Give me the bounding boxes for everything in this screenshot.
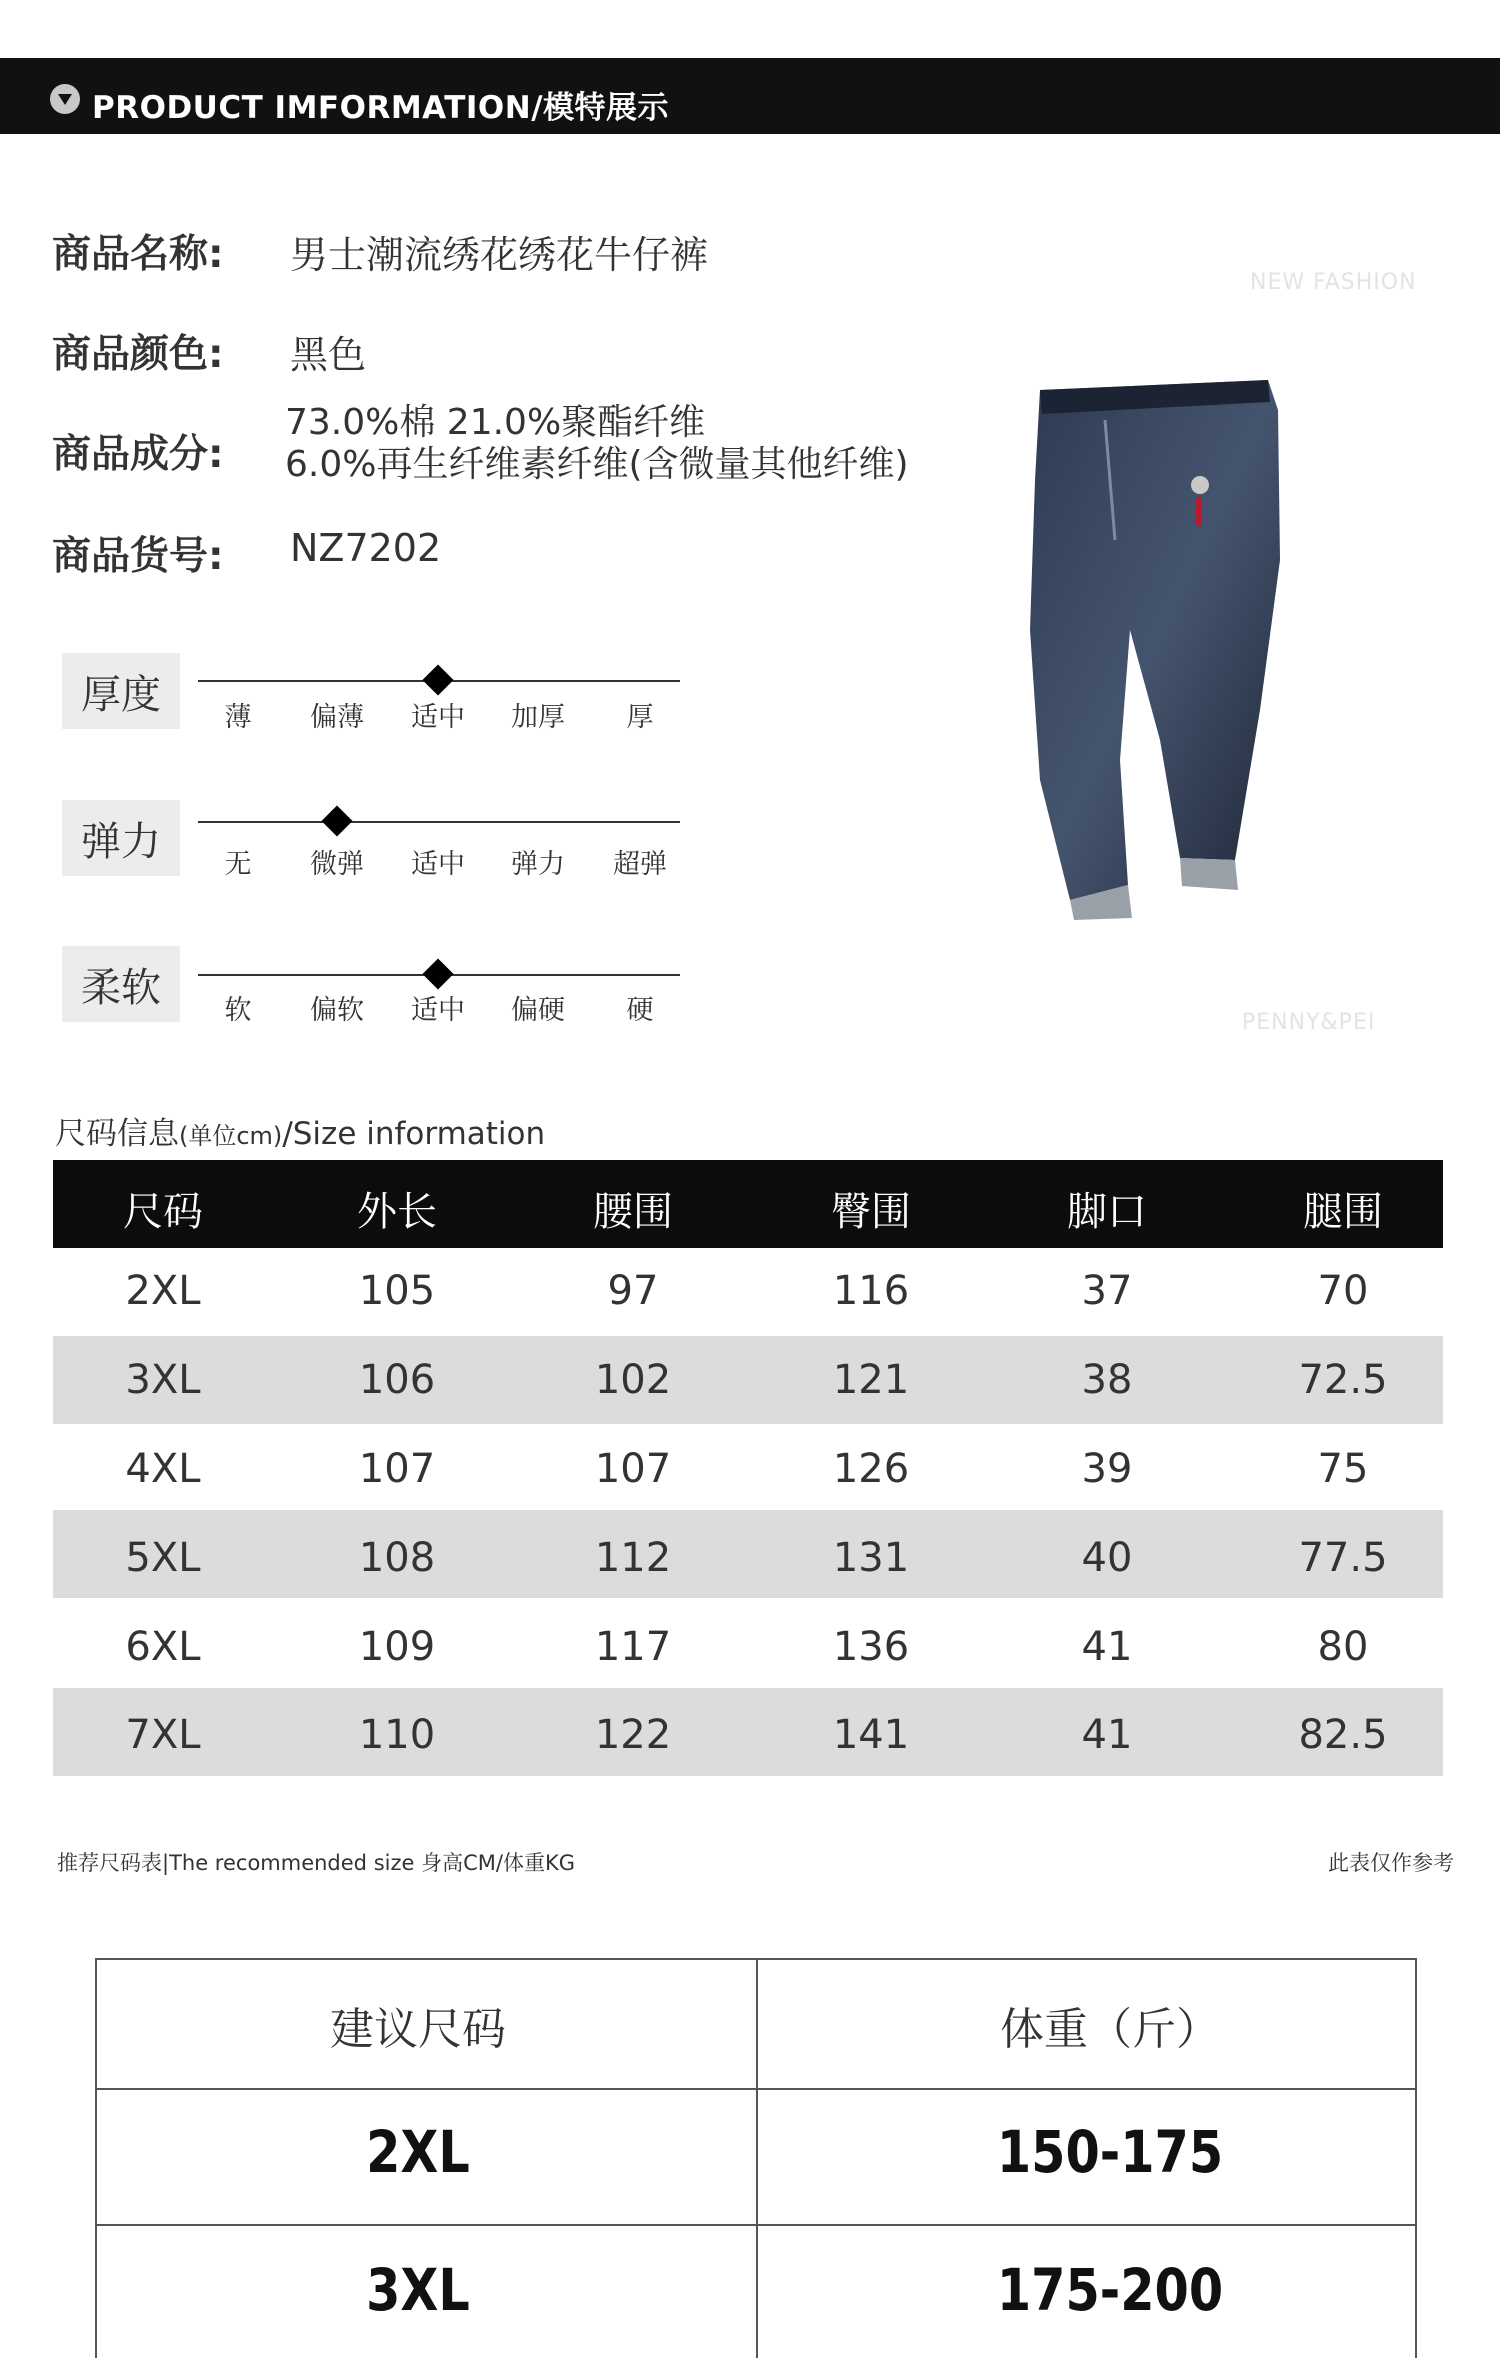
scale-option: 弹力 [511, 849, 565, 880]
scale-option: 加厚 [511, 702, 565, 733]
size-info-title-text: 尺码信息 [55, 1116, 179, 1152]
size-table-cell: 80 [1317, 1624, 1369, 1670]
product-sku-value: NZ7202 [290, 526, 442, 570]
product-color-label: 商品颜色: [52, 332, 224, 377]
scale-option: 偏薄 [310, 702, 364, 733]
size-table-cell: 108 [358, 1535, 436, 1581]
size-table-cell: 4XL [125, 1446, 201, 1492]
size-table-cell: 107 [358, 1446, 436, 1492]
size-info-unit: (单位cm) [179, 1122, 283, 1150]
size-table-header-cell: 腰围 [593, 1189, 673, 1235]
scale-option: 薄 [224, 702, 252, 733]
scale-label-softness: 柔软 [62, 946, 180, 1022]
recommend-cell-weight: 150-175 [996, 2118, 1224, 2186]
scale-option: 偏硬 [511, 995, 565, 1026]
size-table-cell: 77.5 [1298, 1535, 1388, 1581]
size-table-cell: 110 [358, 1712, 436, 1758]
size-table-cell: 102 [594, 1357, 672, 1403]
scale-option: 厚 [626, 702, 654, 733]
scale-option: 适中 [411, 702, 465, 733]
scale-option: 微弹 [310, 849, 364, 880]
size-table-cell: 40 [1081, 1535, 1133, 1581]
size-table-cell: 106 [358, 1357, 436, 1403]
scale-option: 软 [224, 995, 252, 1026]
size-table-header [53, 1160, 1443, 1248]
recommend-cell-weight: 175-200 [996, 2256, 1224, 2324]
scale-option: 硬 [626, 995, 654, 1026]
product-composition-label: 商品成分: [52, 432, 224, 477]
size-table-row-shade [53, 1688, 1443, 1776]
scale-marker-icon [321, 805, 352, 836]
size-table-cell: 6XL [125, 1624, 201, 1670]
size-table-cell: 136 [832, 1624, 910, 1670]
size-table-cell: 141 [832, 1712, 910, 1758]
size-table-cell: 72.5 [1298, 1357, 1388, 1403]
product-composition-line2: 6.0%再生纤维素纤维(含微量其他纤维) [285, 444, 909, 485]
size-table-cell: 38 [1081, 1357, 1133, 1403]
recommend-note: 推荐尺码表|The recommended size 身高CM/体重KG [57, 1851, 575, 1875]
size-table-row-shade [53, 1336, 1443, 1424]
size-table-cell: 5XL [125, 1535, 201, 1581]
scale-option: 偏软 [310, 995, 364, 1026]
watermark-bottom: PENNY&PEI [1242, 1010, 1376, 1035]
size-table-row-shade [53, 1510, 1443, 1598]
size-table-cell: 117 [594, 1624, 672, 1670]
jeans-product-image [1010, 380, 1310, 920]
recommend-table-rule [95, 2088, 1417, 2090]
recommend-disclaimer: 此表仅作参考 [1328, 1851, 1454, 1875]
size-table-cell: 112 [594, 1535, 672, 1581]
product-name-label: 商品名称: [52, 232, 224, 277]
size-table-header-cell: 外长 [357, 1189, 437, 1235]
recommend-header-size: 建议尺码 [330, 2004, 506, 2055]
product-composition-line1: 73.0%棉 21.0%聚酯纤维 [285, 402, 706, 443]
product-color-value: 黑色 [290, 333, 367, 377]
size-table-cell: 105 [358, 1268, 436, 1314]
scale-option: 适中 [411, 995, 465, 1026]
size-table-cell: 109 [358, 1624, 436, 1670]
size-table-cell: 107 [594, 1446, 672, 1492]
size-table-cell: 39 [1081, 1446, 1133, 1492]
size-table-header-cell: 尺码 [123, 1189, 203, 1235]
size-table-header-cell: 臀围 [831, 1189, 911, 1235]
size-table-cell: 3XL [125, 1357, 201, 1403]
size-table-cell: 122 [594, 1712, 672, 1758]
scale-option: 超弹 [613, 849, 667, 880]
product-name-value: 男士潮流绣花绣花牛仔裤 [290, 233, 709, 277]
scale-option: 适中 [411, 849, 465, 880]
scale-label-thickness: 厚度 [62, 653, 180, 729]
size-table-cell: 121 [832, 1357, 910, 1403]
size-table-cell: 41 [1081, 1624, 1133, 1670]
size-table-cell: 70 [1317, 1268, 1369, 1314]
scale-label-elasticity: 弹力 [62, 800, 180, 876]
scale-marker-icon [422, 958, 453, 989]
header-title: PRODUCT IMFORMATION/模特展示 [92, 90, 670, 126]
size-table-cell: 97 [607, 1268, 659, 1314]
size-table-cell: 37 [1081, 1268, 1133, 1314]
size-table-cell: 126 [832, 1446, 910, 1492]
size-table-cell: 116 [832, 1268, 910, 1314]
recommend-cell-size: 3XL [366, 2256, 470, 2324]
size-table-cell: 7XL [125, 1712, 201, 1758]
size-table-header-cell: 脚口 [1067, 1189, 1147, 1235]
recommend-header-weight: 体重（斤） [1000, 2004, 1220, 2055]
size-table-cell: 131 [832, 1535, 910, 1581]
size-table-cell: 41 [1081, 1712, 1133, 1758]
watermark-top: NEW FASHION [1250, 270, 1417, 295]
size-info-title [55, 1108, 545, 1153]
size-table-header-cell: 腿围 [1303, 1189, 1383, 1235]
scale-line [198, 821, 680, 823]
scale-option: 无 [224, 849, 252, 880]
recommend-cell-size: 2XL [366, 2118, 470, 2186]
chevron-down-icon [50, 84, 80, 114]
product-sku-label: 商品货号: [52, 534, 224, 579]
recommend-table-divider [756, 1958, 758, 2358]
size-table-cell: 75 [1317, 1446, 1369, 1492]
scale-marker-icon [422, 664, 453, 695]
size-table-cell: 82.5 [1298, 1712, 1388, 1758]
size-table-cell: 2XL [125, 1268, 201, 1314]
recommend-table-rule [95, 2224, 1417, 2226]
size-info-suffix: /Size information [282, 1116, 546, 1152]
